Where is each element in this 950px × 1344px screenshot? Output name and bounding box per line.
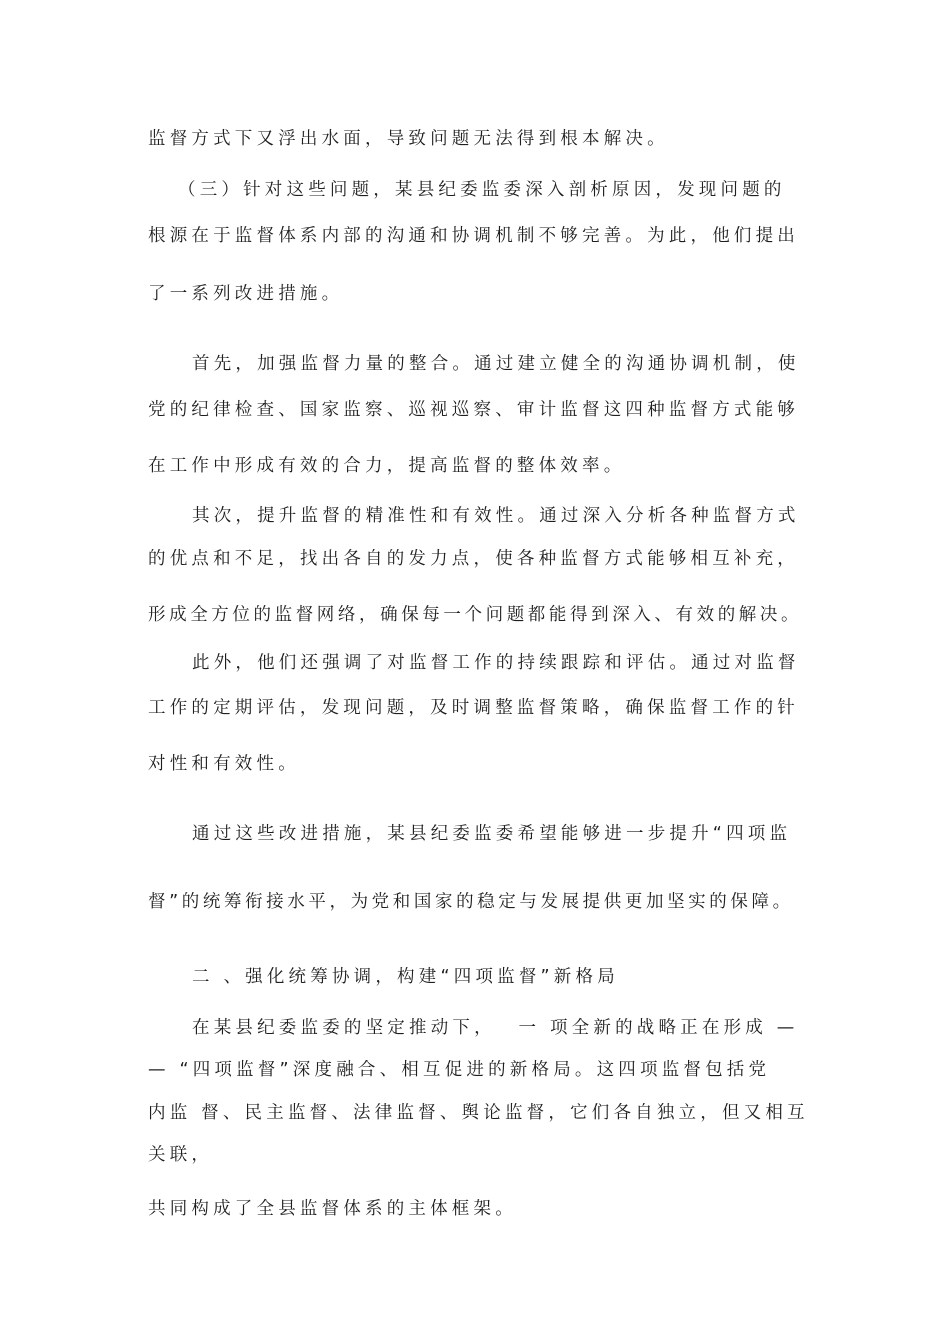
text-line-14: 通过这些改进措施，某县纪委监委希望能够进一步提升“四项监	[192, 824, 792, 844]
text-line-17: 在某县纪委监委的坚定推动下， 一 项全新的战略正在形成 —	[192, 1018, 799, 1038]
text-line-21: 共同构成了全县监督体系的主体框架。	[148, 1199, 517, 1219]
section-heading: 二 、强化统筹协调，构建“四项监督”新格局	[192, 967, 619, 987]
text-line-7: 在工作中形成有效的合力，提高监督的整体效率。	[148, 456, 626, 476]
text-line-15: 督”的统筹衔接水平，为党和国家的稳定与发展提供更加坚实的保障。	[148, 892, 794, 912]
text-line-18: — “四项监督”深度融合、相互促进的新格局。这四项监督包括党	[148, 1060, 771, 1080]
text-line-11: 此外，他们还强调了对监督工作的持续跟踪和评估。通过对监督	[192, 653, 800, 673]
text-line-12: 工作的定期评估，发现问题，及时调整监督策略，确保监督工作的针	[148, 698, 799, 718]
text-line-1: 监督方式下又浮出水面，导致问题无法得到根本解决。	[148, 129, 669, 149]
text-line-20: 关联，	[148, 1145, 214, 1165]
text-line-10: 形成全方位的监督网络，确保每一个问题都能得到深入、有效的解决。	[148, 605, 803, 625]
text-line-9: 的优点和不足，找出各自的发力点，使各种监督方式能够相互补充，	[148, 549, 799, 569]
text-line-8: 其次，提升监督的精准性和有效性。通过深入分析各种监督方式	[192, 506, 800, 526]
text-line-2: （三）针对这些问题，某县纪委监委深入剖析原因，发现问题的	[178, 180, 786, 200]
text-line-19: 内监 督、民主监督、法律监督、舆论监督，它们各自独立，但又相互	[148, 1103, 809, 1123]
text-line-6: 党的纪律检查、国家监察、巡视巡察、审计监督这四种监督方式能够	[148, 400, 799, 420]
text-line-4: 了一系列改进措施。	[148, 284, 344, 304]
text-line-13: 对性和有效性。	[148, 754, 300, 774]
text-line-3: 根源在于监督体系内部的沟通和协调机制不够完善。为此，他们提出	[148, 226, 799, 246]
text-line-5: 首先，加强监督力量的整合。通过建立健全的沟通协调机制，使	[192, 354, 800, 374]
